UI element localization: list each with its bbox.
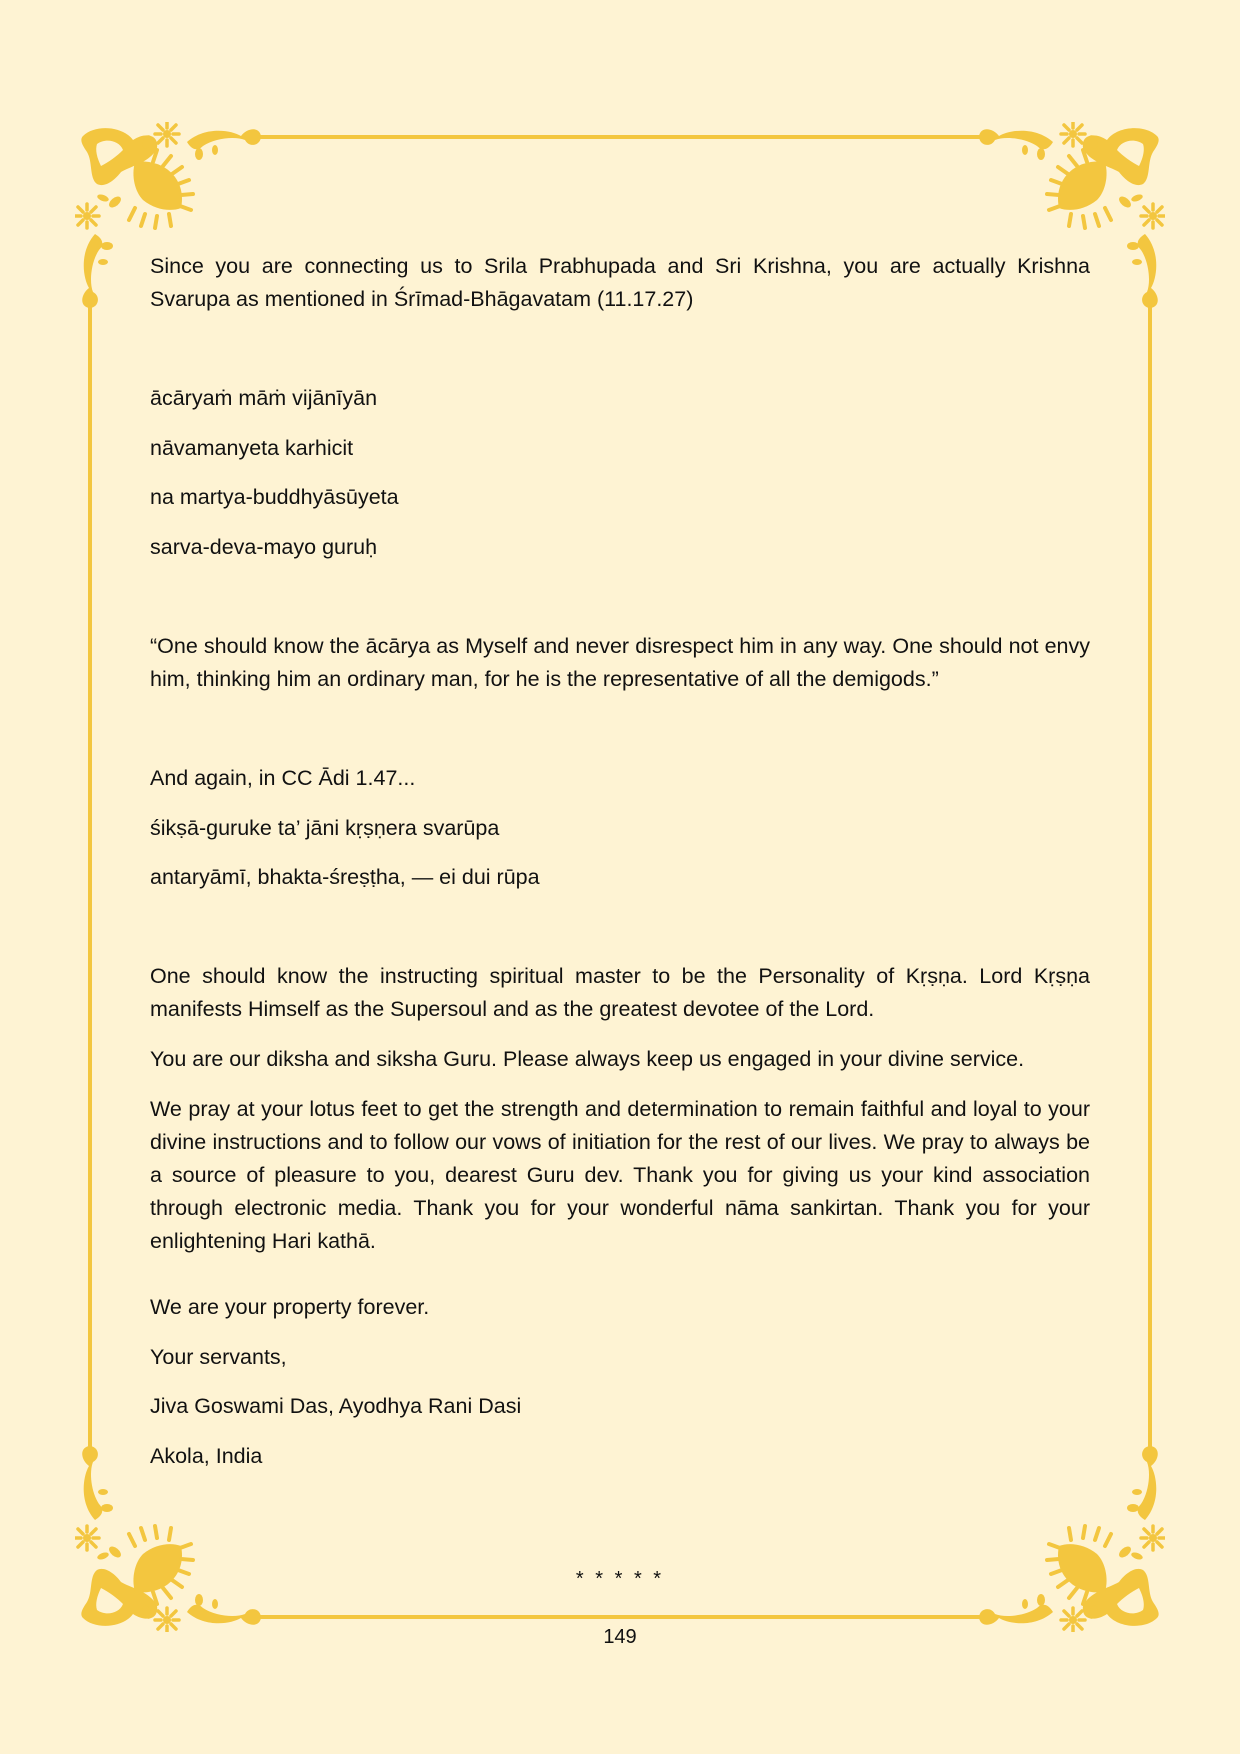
- border-left-line: [88, 305, 92, 1449]
- intro-paragraph: Since you are connecting us to Srila Prabhupada and Sri Krishna, you are actually Krishna Svarupa as mentioned in Śrīmad-Bhāgavatam (11.17.27): [150, 254, 1090, 311]
- verse-line: antaryāmī, bhakta-śreṣṭha, — ei dui rūpa: [150, 865, 540, 889]
- verse-line: nāvamanyeta karhicit: [150, 436, 354, 460]
- section-separator: * * * * *: [575, 1568, 665, 1590]
- verse-line: sarva-deva-mayo guruḥ: [150, 535, 378, 559]
- page-number: 149: [603, 1626, 637, 1648]
- signatories-line: Jiva Goswami Das, Ayodhya Rani Dasi: [150, 1394, 522, 1418]
- verse-line: ācāryaṁ māṁ vijānīyān: [150, 386, 378, 410]
- location-line: Akola, India: [150, 1444, 263, 1468]
- reference-line: And again, in CC Ādi 1.47...: [150, 766, 416, 790]
- verse-line: na martya-buddhyāsūyeta: [150, 485, 399, 509]
- verse-line: śikṣā-guruke ta’ jāni kṛṣṇera svarūpa: [150, 816, 500, 840]
- border-top-line: [258, 135, 982, 139]
- floral-corner-ornament-icon: [965, 1432, 1165, 1632]
- translation-paragraph: “One should know the ācārya as Myself and never disrespect him in any way. One should not envy him, thinking him an ordinary man, for he is the representative of all the demigods.”: [150, 634, 1090, 691]
- salutation-line: Your servants,: [150, 1345, 287, 1369]
- border-bottom-line: [258, 1615, 982, 1619]
- translation-paragraph: One should know the instructing spiritual master to be the Personality of Kṛṣṇa. Lord Kṛṣṇa manifests Himself as the Supersoul and as the greatest devotee of the Lord.: [150, 964, 1090, 1021]
- border-right-line: [1148, 305, 1152, 1449]
- closing-line: We are your property forever.: [150, 1295, 430, 1319]
- prayer-paragraph: We pray at your lotus feet to get the strength and determination to remain faithful and loyal to your divine instructions and to follow our vows of initiation for the rest of our lives. We pray to always be a source of pleasure to you, dearest Guru dev. Thank you for giving us your kind association through electronic media. Thank you for your wonderful nāma sankirtan. Thank you for your enlightening Hari kathā.: [150, 1097, 1090, 1253]
- diksha-paragraph: You are our diksha and siksha Guru. Please always keep us engaged in your divine service.: [150, 1047, 1025, 1071]
